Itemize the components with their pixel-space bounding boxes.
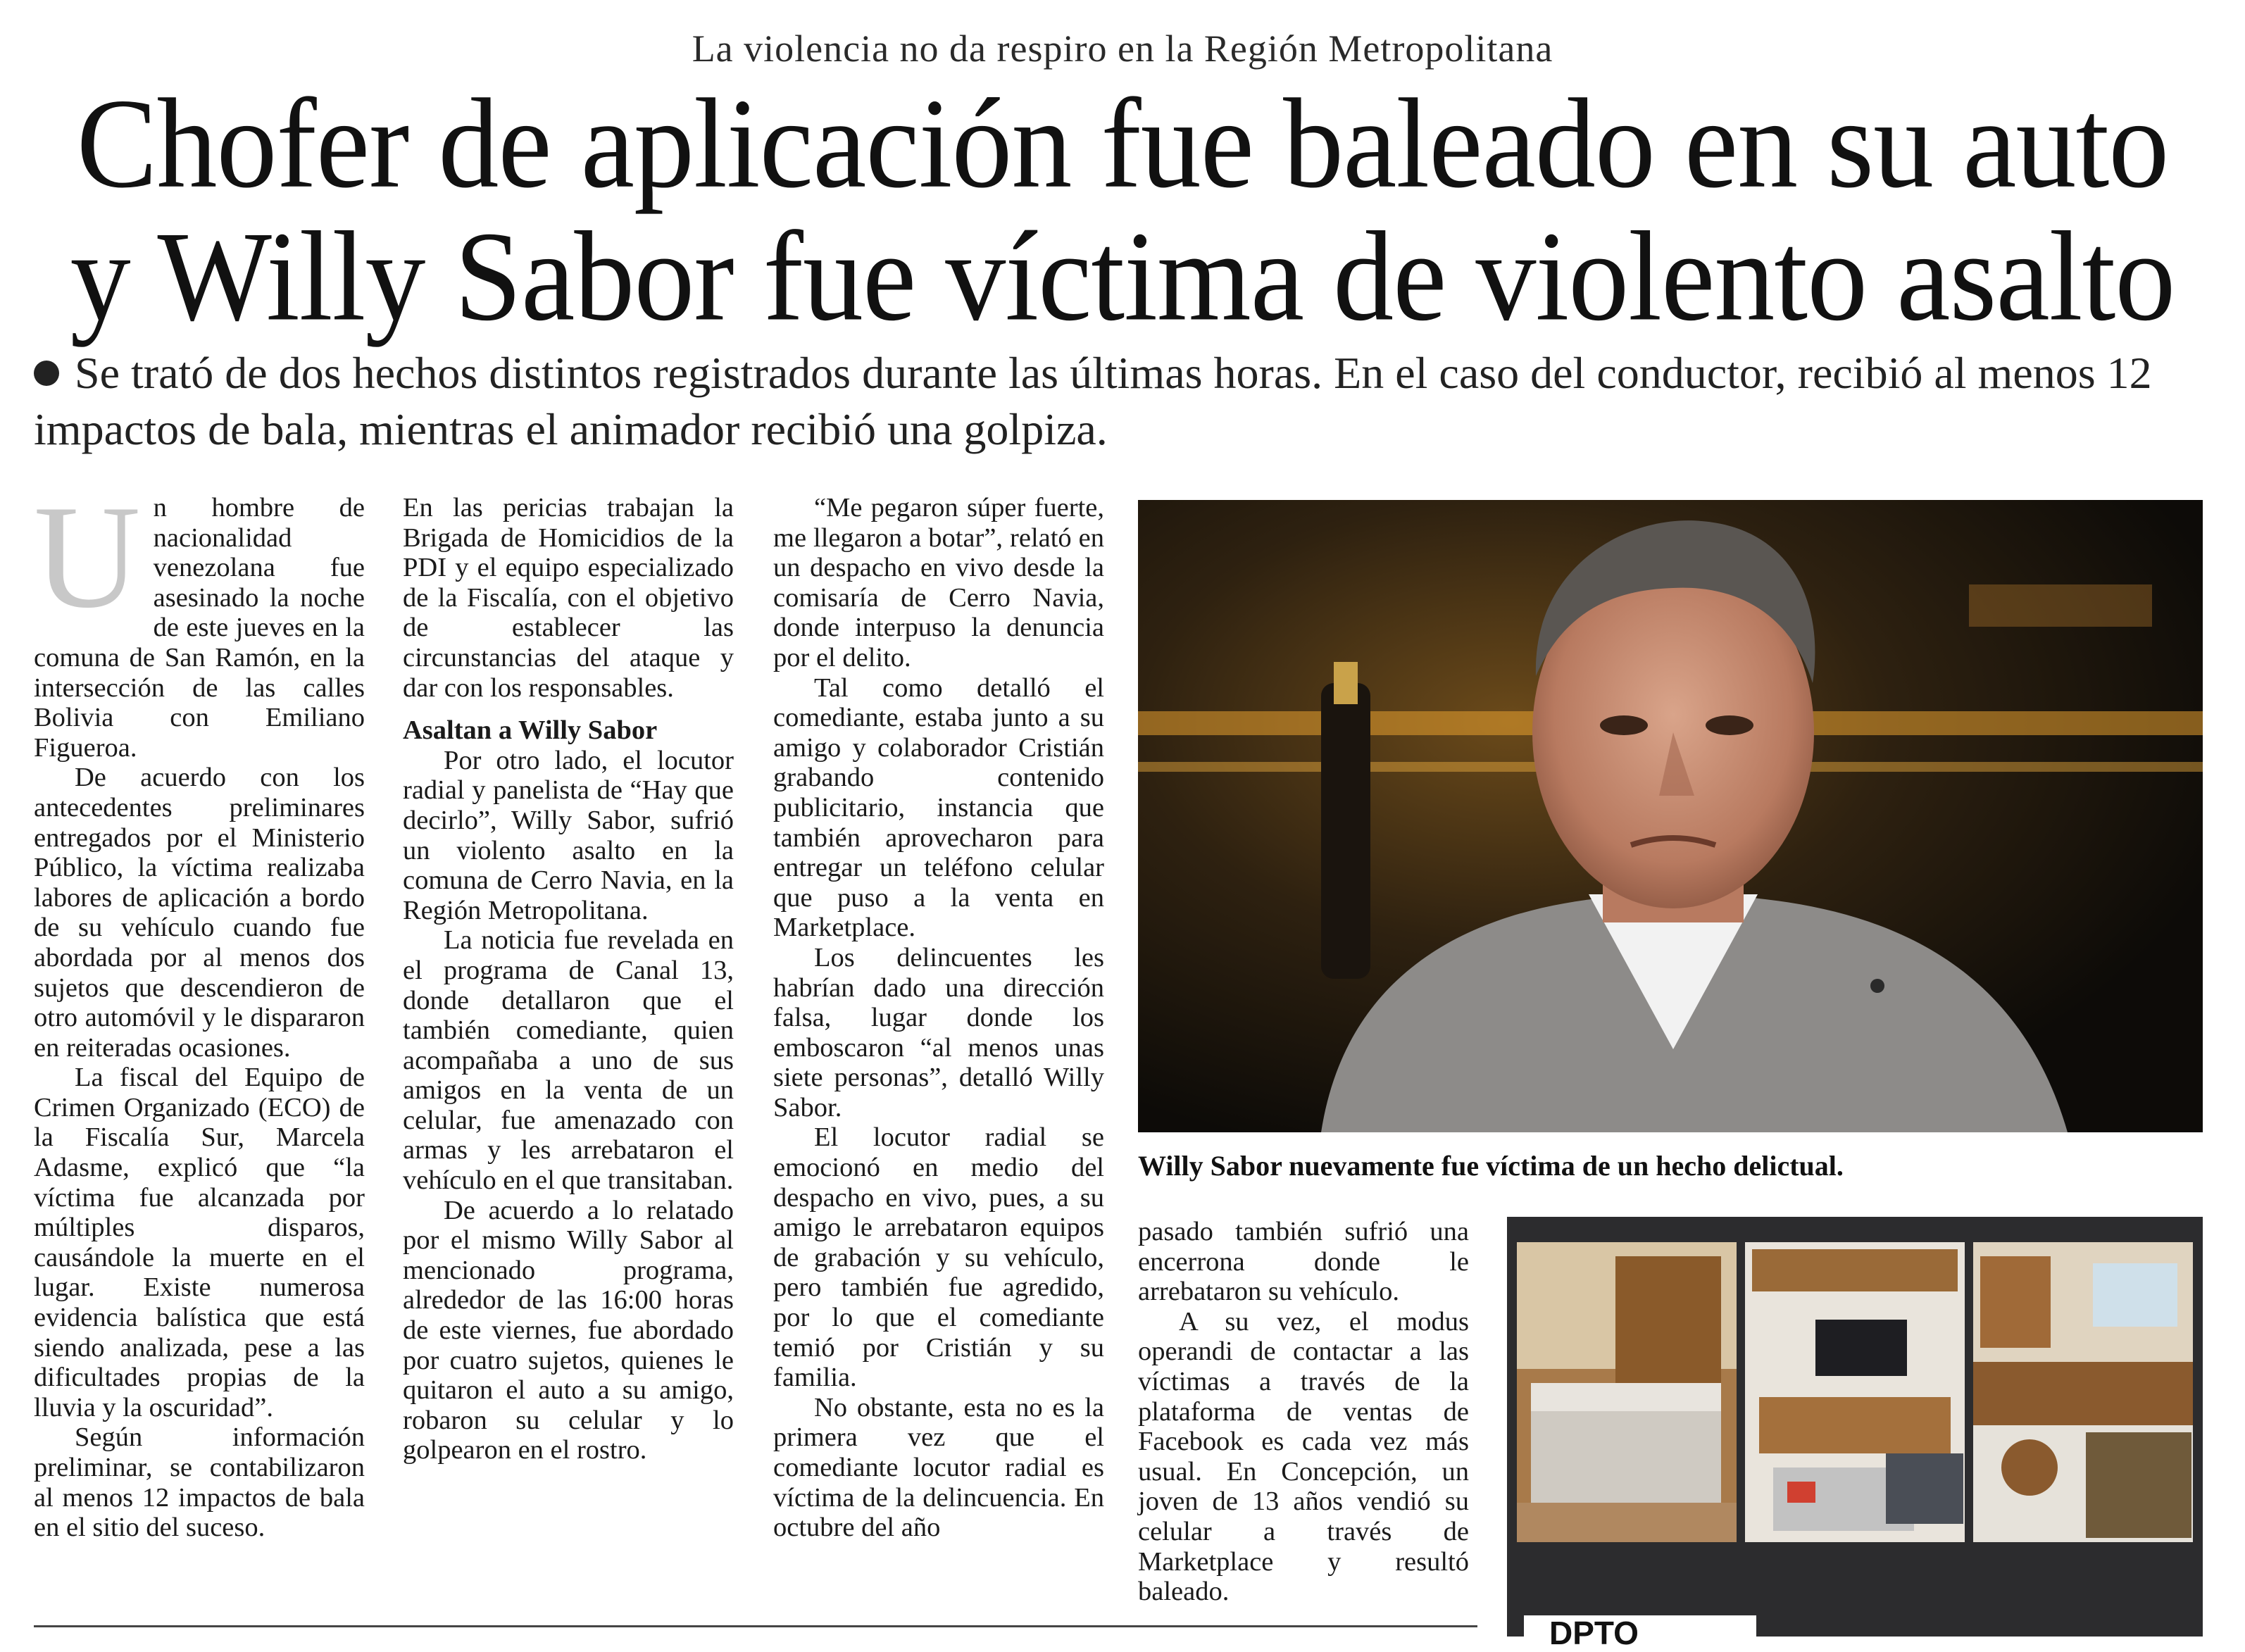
- article-column-3: [773, 493, 1104, 1543]
- article-paragraph: De acuerdo con los antecedentes preliminares entregados por el Ministerio Público, la víctima realizaba labores de aplicación a bordo de su vehículo cuando fue abordada por al menos dos sujetos que descendieron de otro automóvil y le dispararon en reiteradas ocasiones.: [34, 763, 365, 1063]
- bedroom-photo: [1517, 1242, 1737, 1542]
- bullet-icon: [34, 361, 59, 386]
- summary-text: Se trató de dos hechos distintos registrados durante las últimas horas. En el caso del conductor, recibió al menos 12 impactos de bala, mientras el animador recibió una golpiza.: [34, 348, 2152, 454]
- article-column-1: [34, 475, 365, 1543]
- summary: [34, 345, 2189, 458]
- bottom-rule: [34, 1625, 1477, 1627]
- headline-line-2: y Willy Sabor fue víctima de violento asalto: [70, 206, 2175, 348]
- article-column-4: [1138, 1217, 1469, 1607]
- article-paragraph: La noticia fue revelada en el programa de Canal 13, donde detallaron que el también comediante, quien acompañaba a uno de sus amigos en la venta de un celular, fue amenazado con armas y les arrebataron el vehículo en el que transitaban.: [403, 925, 734, 1196]
- living-room-image: [1745, 1242, 1965, 1542]
- article-paragraph: Los delincuentes les habrían dado una dirección falsa, lugar donde los emboscaron “al menos unas siete personas”, detalló Willy Sabor.: [773, 942, 1104, 1122]
- article-paragraph: Por otro lado, el locutor radial y panelista de “Hay que decirlo”, Willy Sabor, sufrió un violento asalto en la comuna de Cerro Navia, en la Región Metropolitana.: [403, 745, 734, 925]
- real-estate-ad: [1507, 1217, 2203, 1637]
- drop-cap: U: [34, 475, 141, 639]
- article-paragraph: El locutor radial se emocionó en medio del despacho en vivo, pues, a su amigo le arrebataron equipos de grabación y su vehículo, pero también fue agredido, por lo que el comediante temió por Cristián y su familia.: [773, 1122, 1104, 1393]
- headline-line-1: Chofer de aplicación fue baleado en su auto: [76, 73, 2169, 215]
- news-photo: [1138, 500, 2203, 1132]
- article-paragraph: La fiscal del Equipo de Crimen Organizado (ECO) de la Fiscalía Sur, Marcela Adasme, explicó que “la víctima fue alcanzada por múltiples disparos, causándole la muerte en el lugar. Existe numerosa evidencia balística que está siendo analizada, pese a las dificultades propias de la lluvia y la oscuridad”.: [34, 1063, 365, 1422]
- living-room-photo: [1745, 1242, 1965, 1542]
- kitchen-image: [1973, 1242, 2193, 1542]
- kitchen-photo: [1973, 1242, 2193, 1542]
- article-paragraph: “Me pegaron súper fuerte, me llegaron a botar”, relató en un despacho en vivo desde la comisaría de Cerro Navia, donde interpuso la denuncia por el delito.: [773, 493, 1104, 672]
- article-paragraph: pasado también sufrió una encerrona donde le arrebataron su vehículo.: [1138, 1217, 1469, 1307]
- article-paragraph: A su vez, el modus operandi de contactar a las víctimas a través de la plataforma de ventas de Facebook es cada vez más usual. En Concepción, un joven de 13 años vendió su celular a través de Marketplace y resultó baleado.: [1138, 1306, 1469, 1607]
- article-column-2: [403, 493, 734, 1465]
- bedroom-image: [1517, 1242, 1737, 1542]
- article-paragraph: Tal como detalló el comediante, estaba junto a su amigo y colaborador Cristián grabando contenido publicitario, instancia que también aprovecharon para entregar un teléfono celular que puso a la venta en Marketplace.: [773, 672, 1104, 943]
- article-paragraph: No obstante, esta no es la primera vez que el comediante locutor radial es víctima de la delincuencia. En octubre del año: [773, 1392, 1104, 1543]
- headline: [21, 73, 2224, 348]
- article-paragraph: Un hombre de nacionalidad venezolana fue asesinado la noche de este jueves en la comuna de San Ramón, en la intersección de las calles Bolivia con Emiliano Figueroa.: [34, 475, 365, 763]
- kicker: La violencia no da respiro en la Región Metropolitana: [692, 27, 1553, 70]
- article-paragraph: De acuerdo a lo relatado por el mismo Willy Sabor al mencionado programa, alrededor de las 16:00 horas de este viernes, fue abordado por cuatro sujetos, quienes le quitaron el auto a su amigo, robaron su celular y lo golpearon en el rostro.: [403, 1195, 734, 1465]
- ad-title: DPTO: [1549, 1615, 1639, 1651]
- section-subhead: Asaltan a Willy Sabor: [403, 715, 658, 746]
- article-paragraph: En las pericias trabajan la Brigada de Homicidios de la PDI y el equipo especializado de la Fiscalía, con el objetivo de establecer las circunstancias del ataque y dar con los responsables.: [403, 493, 734, 703]
- article-paragraph: Según información preliminar, se contabilizaron al menos 12 impactos de bala en el sitio del suceso.: [34, 1422, 365, 1543]
- photo-caption: Willy Sabor nuevamente fue víctima de un hecho delictual.: [1138, 1150, 1844, 1182]
- man-portrait-image: [1138, 500, 2203, 1132]
